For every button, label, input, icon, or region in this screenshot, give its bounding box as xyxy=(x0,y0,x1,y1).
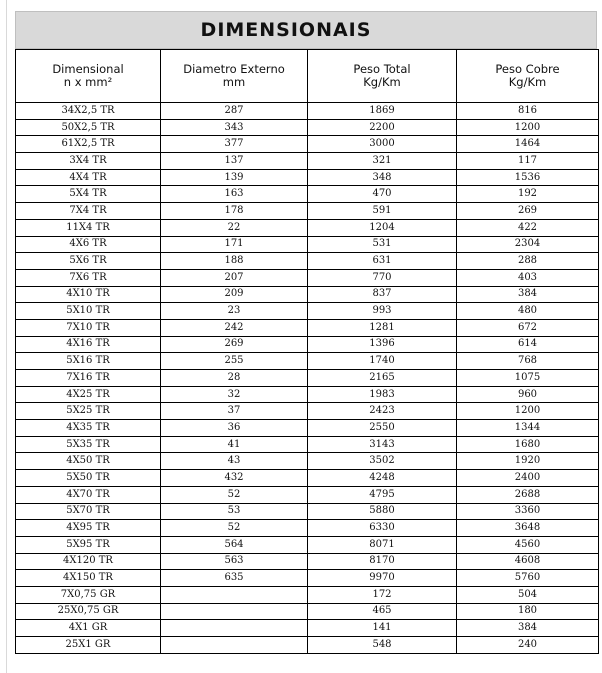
cell-dimensional: 4X16 TR xyxy=(16,336,161,353)
cell-dimensional: 11X4 TR xyxy=(16,219,161,236)
cell-peso-cobre: 3648 xyxy=(457,520,599,537)
cell-peso-total: 1869 xyxy=(308,103,457,120)
table-row xyxy=(16,186,599,203)
cell-peso-cobre: 1200 xyxy=(457,119,599,136)
left-border-line xyxy=(6,0,7,673)
cell-dimensional: 4X1 GR xyxy=(16,620,161,637)
cell-peso-cobre: 1536 xyxy=(457,169,599,186)
cell-peso-total: 1281 xyxy=(308,319,457,336)
cell-peso-cobre: 2688 xyxy=(457,486,599,503)
cell-peso-cobre: 403 xyxy=(457,269,599,286)
header-peso-cobre-unit: Kg/Km xyxy=(508,75,547,89)
table-row xyxy=(16,269,599,286)
cell-peso-total: 2200 xyxy=(308,119,457,136)
cell-peso-total: 3000 xyxy=(308,136,457,153)
cell-diametro-externo: 137 xyxy=(161,153,308,170)
table-row xyxy=(16,253,599,270)
header-dimensional-unit: n x mm² xyxy=(63,75,113,89)
cell-dimensional: 5X4 TR xyxy=(16,186,161,203)
cell-dimensional: 4X25 TR xyxy=(16,386,161,403)
header-row xyxy=(16,50,599,103)
cell-dimensional: 25X0,75 GR xyxy=(16,603,161,620)
cell-diametro-externo: 287 xyxy=(161,103,308,120)
cell-peso-total: 993 xyxy=(308,303,457,320)
table-row xyxy=(16,453,599,470)
cell-diametro-externo: 563 xyxy=(161,553,308,570)
table-row xyxy=(16,153,599,170)
cell-diametro-externo: 163 xyxy=(161,186,308,203)
cell-diametro-externo: 52 xyxy=(161,520,308,537)
table-row xyxy=(16,403,599,420)
header-dimensional xyxy=(16,50,161,103)
cell-peso-total: 531 xyxy=(308,236,457,253)
cell-peso-total: 141 xyxy=(308,620,457,637)
table-row xyxy=(16,303,599,320)
cell-peso-cobre: 1344 xyxy=(457,420,599,437)
cell-diametro-externo: 635 xyxy=(161,570,308,587)
cell-dimensional: 4X70 TR xyxy=(16,486,161,503)
table-row xyxy=(16,319,599,336)
cell-peso-cobre: 384 xyxy=(457,620,599,637)
header-peso-total-unit: Kg/Km xyxy=(363,75,401,89)
table-row xyxy=(16,370,599,387)
cell-peso-cobre: 240 xyxy=(457,637,599,654)
table-row xyxy=(16,486,599,503)
table-row xyxy=(16,353,599,370)
cell-diametro-externo: 36 xyxy=(161,420,308,437)
cell-diametro-externo: 32 xyxy=(161,386,308,403)
table-row xyxy=(16,536,599,553)
cell-diametro-externo: 37 xyxy=(161,403,308,420)
table-row xyxy=(16,136,599,153)
cell-peso-total: 470 xyxy=(308,186,457,203)
cell-dimensional: 4X150 TR xyxy=(16,570,161,587)
title-bar xyxy=(15,11,597,49)
header-dimensional-label: Dimensional xyxy=(52,62,124,76)
cell-peso-total: 2550 xyxy=(308,420,457,437)
cell-peso-cobre: 117 xyxy=(457,153,599,170)
cell-diametro-externo: 188 xyxy=(161,253,308,270)
cell-peso-total: 548 xyxy=(308,637,457,654)
cell-peso-total: 770 xyxy=(308,269,457,286)
cell-dimensional: 34X2,5 TR xyxy=(16,103,161,120)
cell-peso-cobre: 1680 xyxy=(457,436,599,453)
table-row xyxy=(16,336,599,353)
cell-peso-cobre: 384 xyxy=(457,286,599,303)
cell-peso-total: 8071 xyxy=(308,536,457,553)
cell-peso-cobre: 269 xyxy=(457,203,599,220)
header-peso-cobre xyxy=(457,50,599,103)
cell-peso-cobre: 960 xyxy=(457,386,599,403)
cell-peso-cobre: 5760 xyxy=(457,570,599,587)
cell-dimensional: 7X16 TR xyxy=(16,370,161,387)
cell-peso-total: 2165 xyxy=(308,370,457,387)
cell-peso-total: 3143 xyxy=(308,436,457,453)
cell-peso-cobre: 816 xyxy=(457,103,599,120)
table-row xyxy=(16,570,599,587)
cell-dimensional: 5X70 TR xyxy=(16,503,161,520)
table-row xyxy=(16,553,599,570)
cell-peso-total: 465 xyxy=(308,603,457,620)
cell-peso-total: 321 xyxy=(308,153,457,170)
header-diametro-externo xyxy=(161,50,308,103)
cell-dimensional: 4X50 TR xyxy=(16,453,161,470)
cell-peso-total: 1204 xyxy=(308,219,457,236)
cell-peso-total: 1983 xyxy=(308,386,457,403)
table-row xyxy=(16,436,599,453)
table-row xyxy=(16,103,599,120)
table-row xyxy=(16,620,599,637)
table-row xyxy=(16,286,599,303)
cell-diametro-externo: 564 xyxy=(161,536,308,553)
cell-dimensional: 7X4 TR xyxy=(16,203,161,220)
table-title: DIMENSIONAIS xyxy=(200,19,372,41)
cell-peso-total: 5880 xyxy=(308,503,457,520)
table-row xyxy=(16,470,599,487)
table-row xyxy=(16,603,599,620)
table-row xyxy=(16,420,599,437)
cell-dimensional: 4X95 TR xyxy=(16,520,161,537)
header-diametro-unit: mm xyxy=(222,75,246,89)
cell-peso-total: 837 xyxy=(308,286,457,303)
table-row xyxy=(16,503,599,520)
cell-diametro-externo: 171 xyxy=(161,236,308,253)
cell-diametro-externo xyxy=(161,603,308,620)
cell-dimensional: 5X35 TR xyxy=(16,436,161,453)
cell-peso-total: 1396 xyxy=(308,336,457,353)
cell-peso-total: 172 xyxy=(308,586,457,603)
cell-dimensional: 4X6 TR xyxy=(16,236,161,253)
cell-dimensional: 7X10 TR xyxy=(16,319,161,336)
cell-peso-cobre: 1920 xyxy=(457,453,599,470)
cell-dimensional: 61X2,5 TR xyxy=(16,136,161,153)
cell-diametro-externo: 269 xyxy=(161,336,308,353)
cell-diametro-externo: 242 xyxy=(161,319,308,336)
cell-peso-cobre: 768 xyxy=(457,353,599,370)
cell-peso-cobre: 1200 xyxy=(457,403,599,420)
cell-dimensional: 5X95 TR xyxy=(16,536,161,553)
table-row xyxy=(16,169,599,186)
cell-diametro-externo: 53 xyxy=(161,503,308,520)
header-peso-total-label: Peso Total xyxy=(353,62,411,76)
table-row xyxy=(16,203,599,220)
cell-diametro-externo: 28 xyxy=(161,370,308,387)
cell-dimensional: 7X6 TR xyxy=(16,269,161,286)
cell-peso-total: 6330 xyxy=(308,520,457,537)
cell-dimensional: 5X25 TR xyxy=(16,403,161,420)
cell-dimensional: 25X1 GR xyxy=(16,637,161,654)
cell-dimensional: 4X35 TR xyxy=(16,420,161,437)
cell-peso-cobre: 1464 xyxy=(457,136,599,153)
header-peso-total xyxy=(308,50,457,103)
cell-diametro-externo xyxy=(161,637,308,654)
cell-diametro-externo: 255 xyxy=(161,353,308,370)
table-body xyxy=(16,103,599,654)
cell-diametro-externo: 377 xyxy=(161,136,308,153)
cell-dimensional: 4X120 TR xyxy=(16,553,161,570)
cell-dimensional: 5X50 TR xyxy=(16,470,161,487)
table-row xyxy=(16,236,599,253)
cell-diametro-externo: 343 xyxy=(161,119,308,136)
dimensions-table xyxy=(15,49,599,654)
cell-peso-cobre: 2400 xyxy=(457,470,599,487)
cell-peso-total: 8170 xyxy=(308,553,457,570)
table-row xyxy=(16,219,599,236)
cell-peso-total: 631 xyxy=(308,253,457,270)
cell-peso-total: 4795 xyxy=(308,486,457,503)
cell-peso-cobre: 288 xyxy=(457,253,599,270)
cell-peso-total: 9970 xyxy=(308,570,457,587)
cell-peso-total: 591 xyxy=(308,203,457,220)
cell-diametro-externo: 432 xyxy=(161,470,308,487)
cell-dimensional: 50X2,5 TR xyxy=(16,119,161,136)
cell-diametro-externo: 207 xyxy=(161,269,308,286)
cell-peso-cobre: 1075 xyxy=(457,370,599,387)
cell-diametro-externo: 178 xyxy=(161,203,308,220)
cell-diametro-externo: 52 xyxy=(161,486,308,503)
cell-peso-cobre: 4608 xyxy=(457,553,599,570)
cell-diametro-externo: 23 xyxy=(161,303,308,320)
cell-peso-total: 3502 xyxy=(308,453,457,470)
cell-diametro-externo: 22 xyxy=(161,219,308,236)
header-diametro-label: Diametro Externo xyxy=(183,62,285,76)
table-row xyxy=(16,586,599,603)
cell-diametro-externo: 41 xyxy=(161,436,308,453)
cell-peso-cobre: 480 xyxy=(457,303,599,320)
cell-diametro-externo xyxy=(161,620,308,637)
cell-dimensional: 5X10 TR xyxy=(16,303,161,320)
cell-peso-total: 348 xyxy=(308,169,457,186)
cell-peso-total: 4248 xyxy=(308,470,457,487)
cell-peso-cobre: 192 xyxy=(457,186,599,203)
cell-diametro-externo xyxy=(161,586,308,603)
table-row xyxy=(16,637,599,654)
cell-dimensional: 4X10 TR xyxy=(16,286,161,303)
cell-peso-cobre: 2304 xyxy=(457,236,599,253)
cell-peso-total: 1740 xyxy=(308,353,457,370)
cell-dimensional: 7X0,75 GR xyxy=(16,586,161,603)
cell-diametro-externo: 209 xyxy=(161,286,308,303)
cell-diametro-externo: 43 xyxy=(161,453,308,470)
cell-peso-cobre: 504 xyxy=(457,586,599,603)
header-peso-cobre-label: Peso Cobre xyxy=(495,62,560,76)
cell-dimensional: 4X4 TR xyxy=(16,169,161,186)
cell-peso-cobre: 4560 xyxy=(457,536,599,553)
table-row xyxy=(16,119,599,136)
cell-dimensional: 3X4 TR xyxy=(16,153,161,170)
table-row xyxy=(16,386,599,403)
cell-diametro-externo: 139 xyxy=(161,169,308,186)
cell-peso-cobre: 422 xyxy=(457,219,599,236)
cell-peso-cobre: 180 xyxy=(457,603,599,620)
cell-dimensional: 5X16 TR xyxy=(16,353,161,370)
cell-peso-total: 2423 xyxy=(308,403,457,420)
cell-peso-cobre: 672 xyxy=(457,319,599,336)
cell-peso-cobre: 614 xyxy=(457,336,599,353)
table-row xyxy=(16,520,599,537)
cell-peso-cobre: 3360 xyxy=(457,503,599,520)
cell-dimensional: 5X6 TR xyxy=(16,253,161,270)
